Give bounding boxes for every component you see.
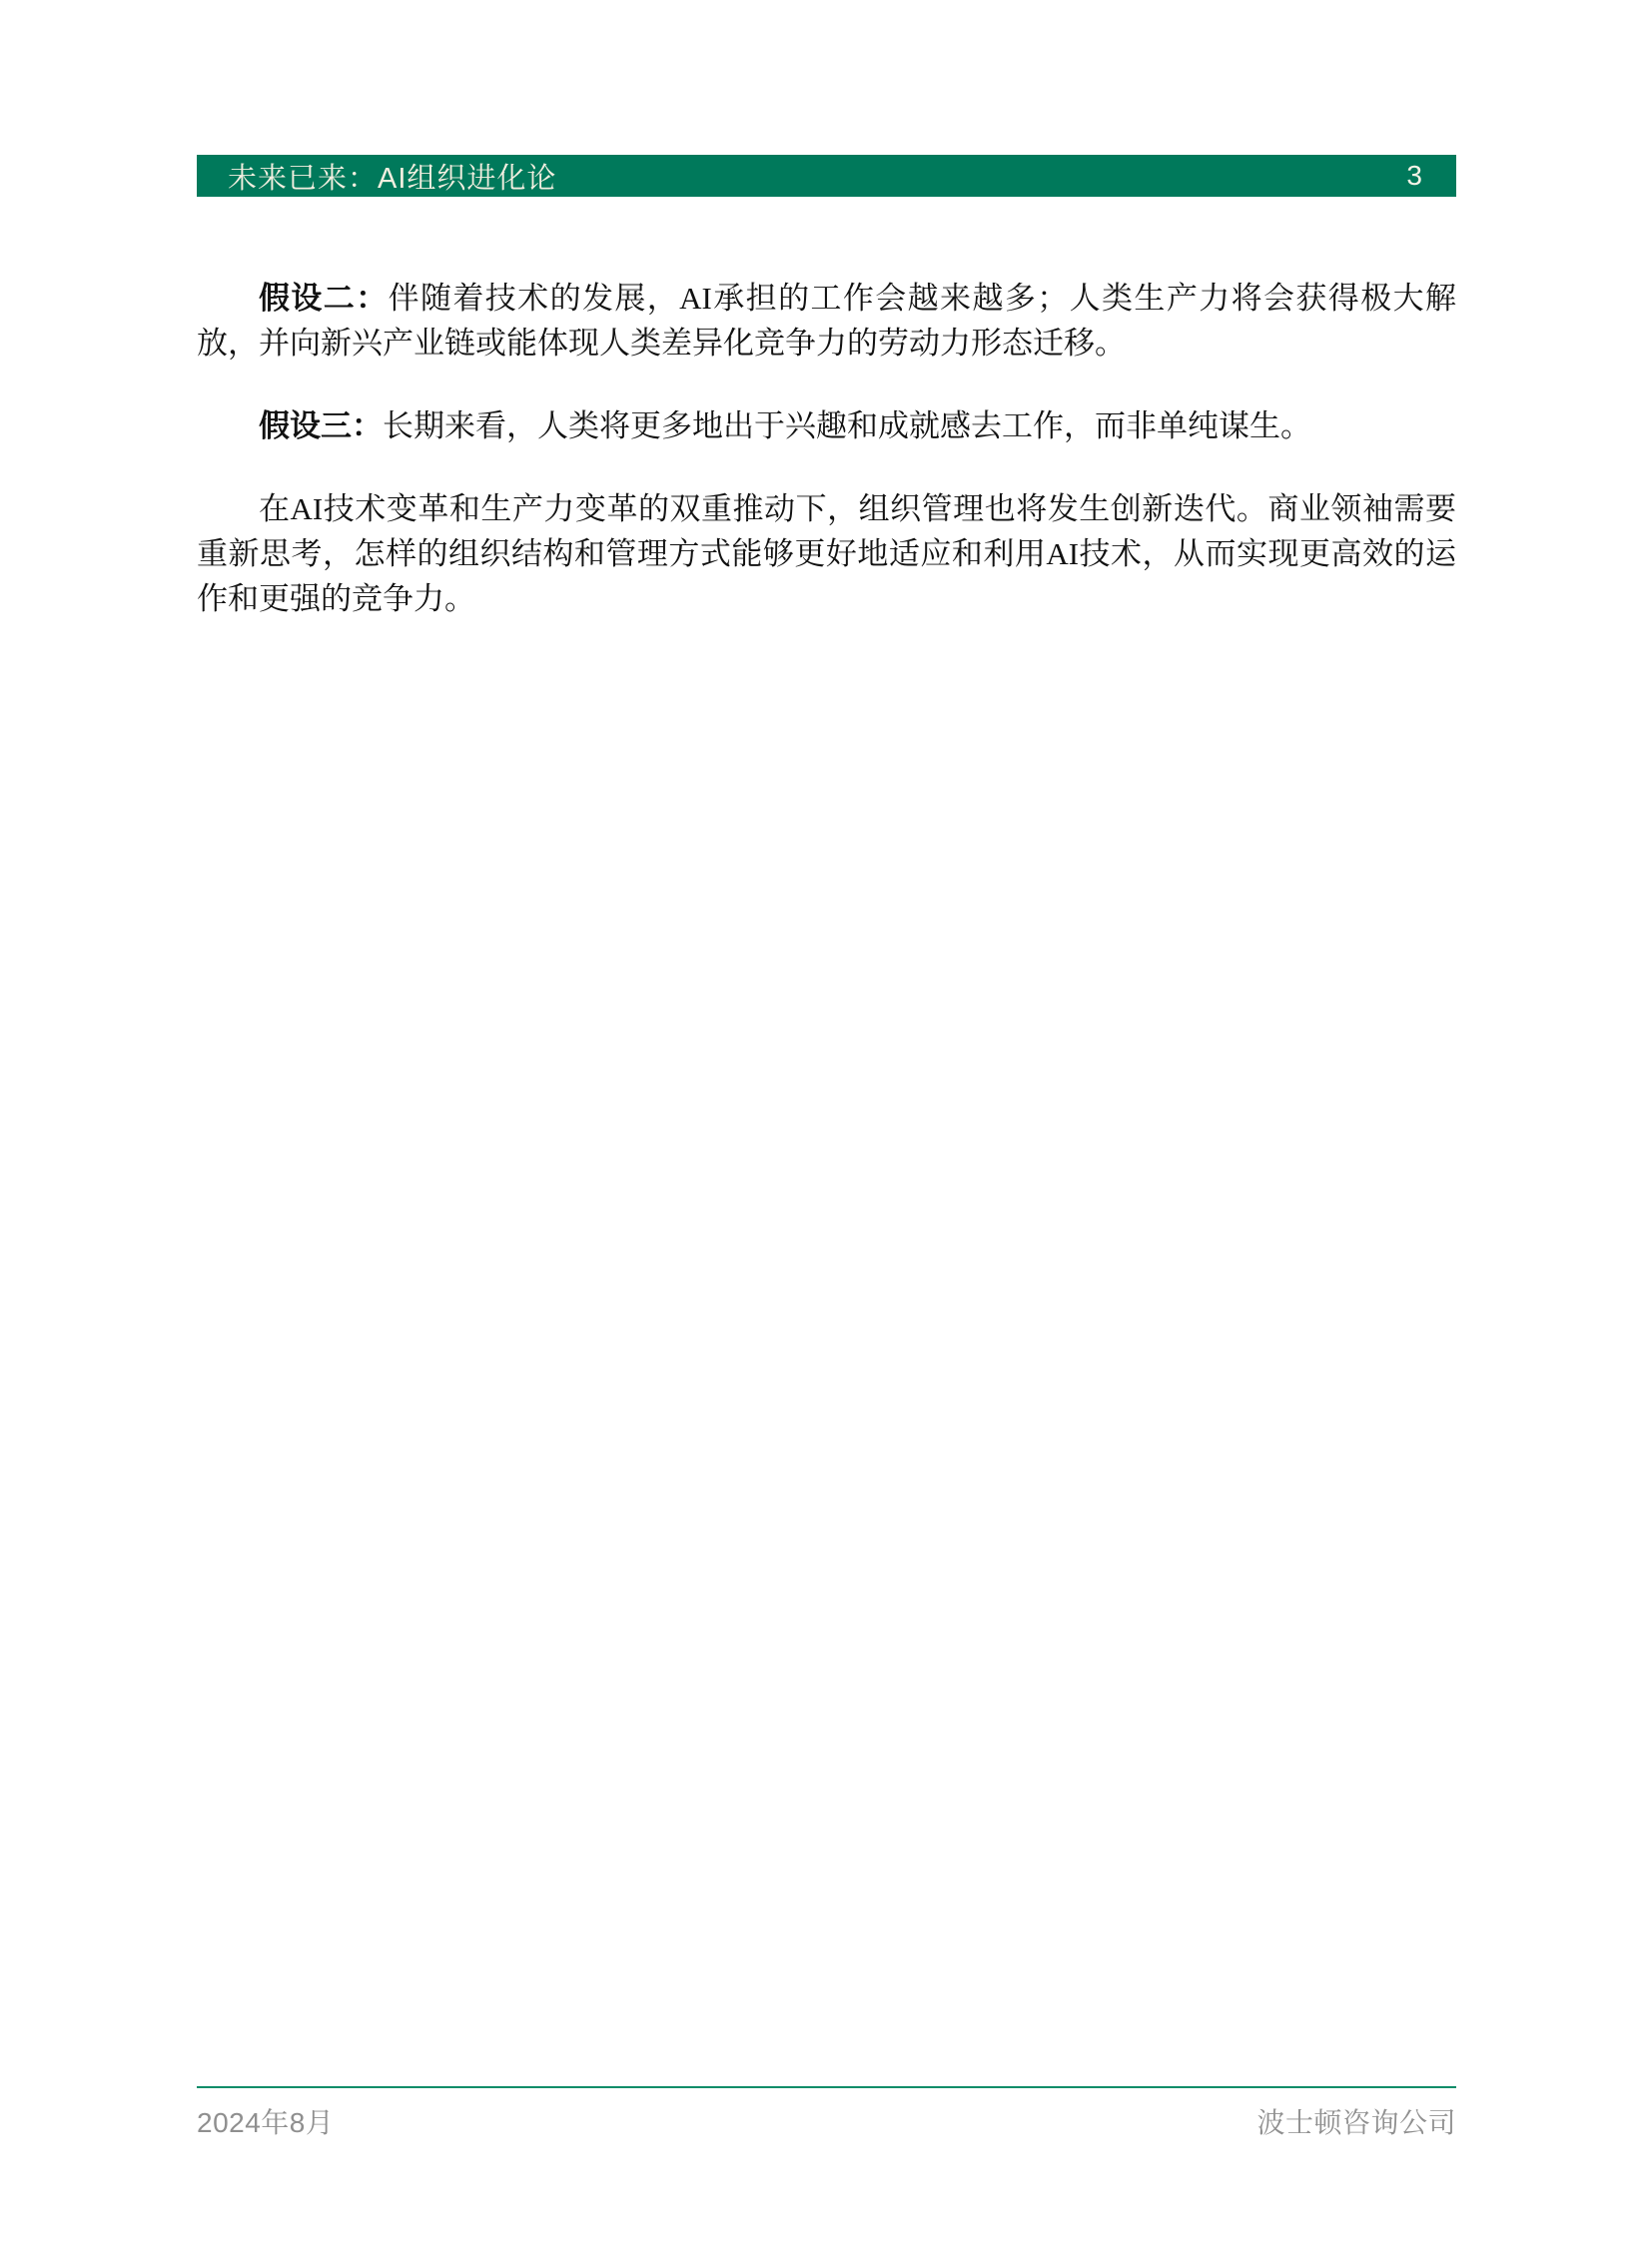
page-number: 3	[1406, 160, 1422, 191]
page-footer	[197, 2086, 1456, 2141]
paragraph-conclusion-text: 在AI技术变革和生产力变革的双重推动下，组织管理也将发生创新迭代。商业领袖需要重新思考，怎样的组织结构和管理方式能够更好地适应和利用AI技术，从而实现更高效的运作和更强的竞争力。	[197, 491, 1456, 616]
header-title: 未来已来：AI组织进化论	[228, 162, 557, 195]
page-header-bar	[197, 155, 1456, 197]
paragraph-hypothesis-2-text: 伴随着技术的发展，AI承担的工作会越来越多；人类生产力将会获得极大解放，并向新兴产业链或能体现人类差异化竞争力的劳动力形态迁移。	[197, 281, 1456, 361]
paragraph-hypothesis-2	[197, 276, 1456, 366]
footer-date: 2024年8月	[197, 2107, 335, 2138]
document-body	[197, 276, 1456, 659]
paragraph-hypothesis-2-label: 假设二：	[259, 281, 389, 316]
paragraph-hypothesis-3-label: 假设三：	[259, 408, 383, 443]
paragraph-hypothesis-3-text: 长期来看，人类将更多地出于兴趣和成就感去工作，而非单纯谋生。	[383, 408, 1311, 443]
paragraph-hypothesis-3	[197, 403, 1456, 448]
paragraph-conclusion	[197, 486, 1456, 621]
footer-company: 波士顿咨询公司	[1256, 2107, 1456, 2138]
